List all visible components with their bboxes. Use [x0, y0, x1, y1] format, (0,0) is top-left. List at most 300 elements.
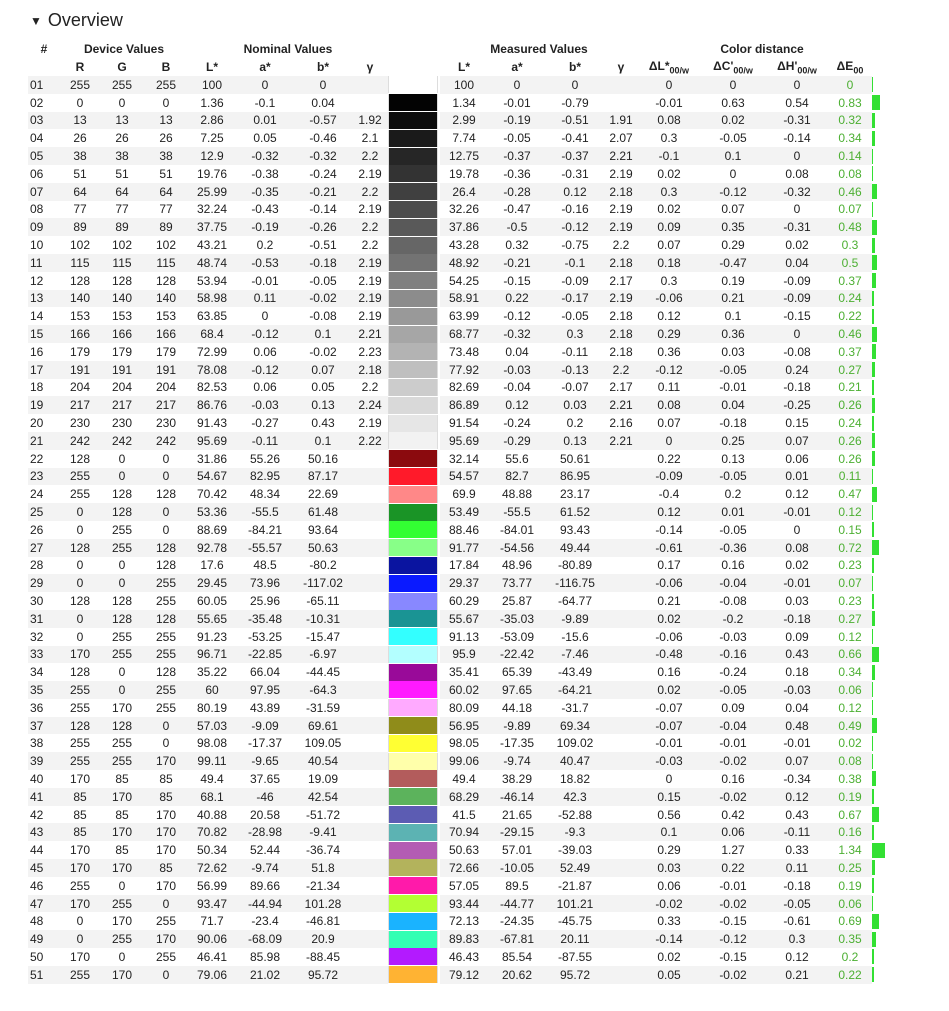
cell-dC: -0.15: [719, 914, 747, 929]
color-swatch-cell: [388, 912, 440, 930]
cell-ng: [352, 877, 388, 895]
color-swatch-cell: [388, 610, 440, 628]
color-swatch-cell: [388, 450, 440, 468]
cell-ma: -53.09: [499, 629, 535, 644]
cell-na: 48.34: [249, 487, 281, 502]
cell-dH: 0.04: [785, 700, 809, 715]
cell-g: 0: [118, 665, 126, 680]
cell-ng: [352, 948, 388, 966]
cell-ma: 48.88: [501, 487, 533, 502]
cell-ng: 2.19: [352, 254, 388, 272]
cell-g: 170: [100, 859, 144, 877]
cell-dL: 0: [638, 432, 700, 450]
cell-mb: 18.82: [559, 771, 591, 786]
cell-mL: 35.41: [448, 665, 480, 680]
cell-na: 0.11: [236, 290, 294, 308]
cell-id: 27: [28, 539, 60, 557]
cell-dE: 0.11: [828, 468, 872, 486]
cell-g: 204: [111, 380, 133, 395]
cell-dL: 0.3: [638, 183, 700, 201]
cell-dL: 0.36: [657, 344, 681, 359]
cell-dL: 0.22: [657, 451, 681, 466]
cell-b: 0: [144, 503, 188, 521]
delta-e-bar-cell: [872, 94, 886, 112]
cell-g: 255: [100, 752, 144, 770]
col-delta-e: $\Delta E_{00}$: [836, 58, 864, 76]
cell-dC: 0.04: [700, 396, 766, 414]
swatch-subheader: [388, 58, 440, 76]
delta-e-bar: [872, 380, 874, 395]
cell-na: -0.03: [236, 396, 294, 414]
cell-dL: 0: [665, 771, 673, 786]
cell-dL: 0.02: [638, 681, 700, 699]
cell-ma: -24.35: [499, 914, 535, 929]
table-row: [28, 770, 886, 788]
cell-mb: -0.05: [561, 309, 589, 324]
cell-b: 128: [144, 539, 188, 557]
color-swatch: [388, 717, 438, 734]
cell-mg: 2.17: [609, 380, 633, 395]
cell-ng: 2.24: [352, 396, 388, 414]
table-row: [28, 396, 886, 414]
cell-mb: -0.37: [546, 147, 604, 165]
cell-dE: 0.32: [828, 112, 872, 130]
cell-id: 36: [30, 700, 44, 715]
table-row: [28, 201, 886, 219]
color-swatch: [388, 966, 438, 983]
color-swatch-cell: [388, 557, 440, 575]
delta-e-bar-cell: [872, 628, 886, 646]
cell-b: 255: [155, 629, 177, 644]
cell-r: 0: [60, 503, 100, 521]
cell-mg: [604, 646, 638, 664]
cell-b: 26: [159, 131, 173, 146]
color-swatch: [388, 450, 438, 467]
cell-ma: 0: [488, 76, 546, 94]
cell-dE: 0.15: [838, 522, 862, 537]
cell-ng: [352, 539, 388, 557]
cell-na: -0.11: [236, 432, 294, 450]
color-swatch: [388, 76, 438, 93]
delta-e-bar: [872, 860, 875, 875]
cell-dL: 0.08: [638, 112, 700, 130]
table-row: [28, 147, 886, 165]
cell-dH: 0.09: [785, 629, 809, 644]
cell-mb: 0: [546, 76, 604, 94]
cell-id: 48: [30, 914, 44, 929]
cell-nb: -0.14: [309, 202, 337, 217]
cell-nb: 19.09: [307, 771, 339, 786]
cell-ng: [352, 503, 388, 521]
cell-g: 0: [100, 468, 144, 486]
cell-dC: 0: [729, 166, 737, 181]
cell-id: 20: [30, 416, 44, 431]
cell-na: 85.98: [249, 949, 281, 964]
cell-g: 13: [100, 112, 144, 130]
cell-nL: 25.99: [188, 183, 236, 201]
delta-e-bar-cell: [872, 503, 886, 521]
cell-nL: 72.62: [188, 859, 236, 877]
table-row: [28, 307, 886, 325]
cell-id: 17: [28, 361, 60, 379]
cell-dH: -0.34: [783, 771, 811, 786]
cell-nb: -36.74: [305, 843, 341, 858]
cell-dL: -0.4: [658, 487, 680, 502]
cell-id: 25: [28, 503, 60, 521]
cell-g: 140: [100, 290, 144, 308]
cell-ng: [352, 521, 388, 539]
cell-dL: -0.14: [638, 930, 700, 948]
cell-dC: 0.02: [700, 112, 766, 130]
delta-e-bar-cell: [872, 307, 886, 325]
cell-na: -23.4: [251, 914, 279, 929]
col-nominal-l: L*: [206, 60, 218, 74]
cell-nb: -0.24: [309, 166, 337, 181]
delta-e-bar-cell: [872, 966, 886, 984]
cell-nL: 96.71: [188, 646, 236, 664]
cell-mL: 53.49: [440, 503, 488, 521]
cell-g: 26: [115, 131, 129, 146]
table-row: [28, 432, 886, 450]
cell-mL: 72.66: [440, 859, 488, 877]
cell-ng: 2.19: [358, 416, 382, 431]
cell-dE: 0.14: [828, 147, 872, 165]
cell-nb: 95.72: [294, 966, 352, 984]
color-swatch: [388, 504, 438, 521]
color-swatch-cell: [388, 254, 440, 272]
cell-b: 89: [144, 218, 188, 236]
cell-dH: -0.31: [766, 112, 828, 130]
color-swatch: [388, 432, 438, 449]
delta-e-bar-cell: [872, 218, 886, 236]
cell-b: 128: [144, 610, 188, 628]
cell-mg: [604, 788, 638, 806]
cell-dL: 0.07: [657, 238, 681, 253]
cell-ng: [352, 663, 388, 681]
cell-mL: 95.9: [440, 646, 488, 664]
col-nominal-a: a*: [259, 60, 271, 74]
table-row: [28, 414, 886, 432]
table-row: [28, 165, 886, 183]
delta-e-bar: [872, 754, 873, 769]
cell-nb: 69.61: [294, 717, 352, 735]
cell-b: 13: [144, 112, 188, 130]
cell-mb: -43.49: [557, 665, 593, 680]
delta-e-bar: [872, 255, 877, 270]
cell-mg: 2.21: [604, 147, 638, 165]
cell-dL: -0.06: [638, 290, 700, 308]
cell-dC: 0.42: [721, 807, 745, 822]
col-measured-l: L*: [458, 60, 470, 74]
cell-mL: 98.05: [448, 736, 480, 751]
cell-id: 06: [30, 166, 44, 181]
cell-ng: [352, 859, 388, 877]
color-swatch: [388, 201, 438, 218]
cell-mL: 68.29: [440, 788, 488, 806]
cell-ma: 20.62: [488, 966, 546, 984]
cell-dH: 0.12: [785, 949, 809, 964]
cell-r: 128: [69, 594, 91, 608]
cell-nb: -117.02: [294, 574, 352, 592]
cell-mb: -0.75: [561, 238, 589, 253]
cell-nL: 12.9: [188, 147, 236, 165]
cell-mL: 69.9: [452, 487, 476, 502]
cell-dC: 0.06: [700, 823, 766, 841]
col-g: G: [117, 60, 127, 74]
cell-g: 128: [100, 717, 144, 735]
cell-mb: -45.75: [557, 914, 593, 929]
cell-mL: 12.75: [440, 147, 488, 165]
cell-mb: 20.11: [546, 930, 604, 948]
delta-e-bar-cell: [872, 129, 886, 147]
cell-mg: 2.21: [604, 432, 638, 450]
cell-na: -35.48: [236, 610, 294, 628]
cell-nb: 50.63: [294, 539, 352, 557]
nominal-values-header: Nominal Values: [243, 42, 333, 56]
cell-mg: [604, 663, 638, 681]
cell-nL: 46.41: [196, 949, 228, 964]
cell-dL: 0.06: [657, 878, 681, 893]
cell-mb: -9.3: [546, 823, 604, 841]
swatch-header: [388, 40, 440, 58]
cell-na: -9.65: [236, 752, 294, 770]
cell-nL: 60: [188, 681, 236, 699]
cell-nb: 109.05: [304, 736, 342, 751]
cell-mL: 7.74: [452, 131, 476, 146]
cell-mL: 55.67: [440, 610, 488, 628]
color-swatch-cell: [388, 361, 440, 379]
cell-nL: 48.74: [188, 254, 236, 272]
cell-ma: 89.5: [505, 878, 529, 893]
cell-ng: 2.2: [352, 183, 388, 201]
delta-e-bar-cell: [872, 912, 886, 930]
cell-mg: [604, 948, 638, 966]
cell-g: 170: [111, 700, 133, 715]
cell-r: 128: [60, 717, 100, 735]
cell-na: 73.96: [236, 574, 294, 592]
cell-nb: -10.31: [294, 610, 352, 628]
cell-dC: 0.2: [724, 487, 742, 502]
cell-nb: 50.16: [307, 451, 339, 466]
cell-mL: 54.57: [440, 468, 488, 486]
cell-ng: [352, 450, 388, 468]
cell-nL: 17.6: [200, 558, 224, 573]
cell-dE: 0.19: [838, 878, 862, 893]
cell-mg: [604, 966, 638, 984]
delta-e-bar: [872, 416, 874, 431]
color-swatch-cell: [388, 432, 440, 450]
cell-b: 255: [155, 914, 177, 929]
cell-b: 64: [144, 183, 188, 201]
color-swatch-cell: [388, 165, 440, 183]
cell-mb: 86.95: [546, 468, 604, 486]
delta-e-bar: [872, 344, 876, 359]
cell-nb: 22.69: [307, 487, 339, 502]
cell-na: 0: [261, 309, 269, 324]
table-row: [28, 610, 886, 628]
cell-mL: 82.69: [448, 380, 480, 395]
cell-dE: 0.26: [838, 451, 862, 466]
cell-na: 55.26: [249, 451, 281, 466]
cell-dH: 0.11: [766, 859, 828, 877]
delta-e-bar: [872, 95, 880, 110]
cell-nL: 98.08: [196, 736, 228, 751]
cell-dE: 0.67: [838, 807, 862, 822]
delta-e-bar: [872, 77, 873, 92]
delta-e-bar-cell: [872, 823, 886, 841]
cell-ma: 0.04: [505, 344, 529, 359]
cell-dC: -0.2: [700, 610, 766, 628]
cell-dE: 0.72: [828, 539, 872, 557]
color-swatch-cell: [388, 859, 440, 877]
cell-ma: 55.6: [505, 451, 529, 466]
cell-dE: 0.22: [828, 966, 872, 984]
cell-b: 255: [155, 594, 177, 608]
cell-mg: [604, 468, 638, 486]
cell-id: 12: [30, 273, 44, 288]
cell-mb: -0.07: [561, 380, 589, 395]
delta-e-bar-cell: [872, 734, 886, 752]
delta-e-bar-cell: [872, 272, 886, 290]
cell-dC: 0.25: [700, 432, 766, 450]
cell-r: 153: [69, 309, 91, 324]
delta-e-bar: [872, 220, 877, 235]
delta-e-bar: [872, 166, 873, 181]
color-swatch: [388, 557, 438, 574]
cell-dE: 0.37: [838, 273, 862, 288]
delta-e-bar: [872, 647, 879, 662]
cell-dL: -0.48: [638, 646, 700, 664]
color-swatch-cell: [388, 218, 440, 236]
delta-e-bar-cell: [872, 699, 886, 717]
color-swatch-cell: [388, 539, 440, 557]
delta-e-bar-cell: [872, 165, 886, 183]
cell-dC: 0.01: [700, 503, 766, 521]
cell-ng: 2.19: [358, 202, 382, 217]
delta-e-bar-cell: [872, 681, 886, 699]
cell-mb: 0.13: [546, 432, 604, 450]
table-row: [28, 752, 886, 770]
cell-g: 128: [100, 503, 144, 521]
cell-ng: [352, 788, 388, 806]
cell-mg: [604, 717, 638, 735]
cell-r: 77: [73, 202, 87, 217]
cell-nL: 90.06: [188, 930, 236, 948]
cell-g: 0: [100, 681, 144, 699]
cell-b: 230: [155, 416, 177, 431]
cell-g: 170: [100, 966, 144, 984]
cell-nL: 86.76: [188, 396, 236, 414]
cell-ng: 2.19: [358, 309, 382, 324]
cell-b: 170: [155, 843, 177, 858]
cell-nL: 29.45: [188, 574, 236, 592]
cell-ma: -0.03: [488, 361, 546, 379]
table-row: [28, 468, 886, 486]
cell-id: 37: [28, 717, 60, 735]
cell-mg: [604, 734, 638, 752]
cell-na: 48.5: [253, 558, 277, 573]
cell-na: -22.85: [236, 646, 294, 664]
overview-toggle[interactable]: [30, 10, 123, 31]
col-delta-l: $\Delta L*_{00/w}$: [648, 58, 690, 76]
cell-nL: 49.4: [200, 771, 224, 786]
cell-ma: -0.37: [488, 147, 546, 165]
cell-dC: 0.16: [721, 771, 745, 786]
cell-id: 03: [28, 112, 60, 130]
color-swatch: [388, 165, 438, 182]
cell-dL: 0.03: [638, 859, 700, 877]
color-swatch-cell: [388, 290, 440, 308]
cell-r: 85: [60, 788, 100, 806]
cell-dH: 0: [793, 202, 801, 217]
cell-dE: 0.12: [838, 700, 862, 715]
cell-na: 52.44: [249, 843, 281, 858]
cell-id: 11: [28, 254, 60, 272]
cell-dL: 0.3: [660, 273, 678, 288]
cell-nb: -0.21: [294, 183, 352, 201]
cell-id: 49: [28, 930, 60, 948]
cell-r: 166: [60, 325, 100, 343]
cell-nL: 53.36: [188, 503, 236, 521]
cell-g: 128: [111, 487, 133, 502]
cell-id: 04: [30, 131, 44, 146]
delta-e-bar-cell: [872, 432, 886, 450]
col-r: R: [75, 60, 85, 74]
cell-mg: [604, 895, 638, 913]
delta-e-bar-cell: [872, 752, 886, 770]
cell-dH: 0.04: [766, 254, 828, 272]
color-swatch-cell: [388, 414, 440, 432]
table-row: [28, 290, 886, 308]
cell-dH: 0.08: [766, 539, 828, 557]
cell-ng: [352, 681, 388, 699]
cell-na: 0.2: [256, 238, 274, 253]
cell-ma: 25.87: [501, 594, 533, 608]
cell-g: 191: [100, 361, 144, 379]
table-row: [28, 895, 886, 913]
color-swatch: [388, 272, 438, 289]
cell-mL: 73.48: [448, 344, 480, 359]
cell-nb: -0.46: [309, 131, 337, 146]
cell-r: 230: [69, 416, 91, 431]
color-swatch-cell: [388, 272, 440, 290]
table-row: [28, 823, 886, 841]
cell-ma: 73.77: [488, 574, 546, 592]
cell-mL: 88.46: [448, 522, 480, 537]
cell-dH: 0.54: [785, 95, 809, 110]
cell-ng: [352, 699, 388, 717]
cell-na: 25.96: [249, 594, 281, 608]
cell-ma: 57.01: [501, 843, 533, 858]
cell-nL: 58.98: [188, 290, 236, 308]
cell-id: 50: [30, 949, 44, 964]
table-row: [28, 663, 886, 681]
cell-mg: 2.19: [609, 166, 633, 181]
cell-nL: 1.36: [200, 95, 224, 110]
cell-dE: 1.34: [838, 843, 862, 858]
cell-dC: -0.24: [719, 665, 747, 680]
cell-r: 0: [76, 914, 84, 929]
cell-dL: -0.07: [655, 700, 683, 715]
cell-b: 153: [155, 309, 177, 324]
cell-ma: 38.29: [501, 771, 533, 786]
cell-r: 85: [60, 823, 100, 841]
color-swatch-cell: [388, 201, 440, 219]
cell-g: 128: [111, 594, 133, 608]
cell-nL: 91.43: [196, 416, 228, 431]
cell-ma: -67.81: [488, 930, 546, 948]
cell-ma: -9.74: [488, 752, 546, 770]
